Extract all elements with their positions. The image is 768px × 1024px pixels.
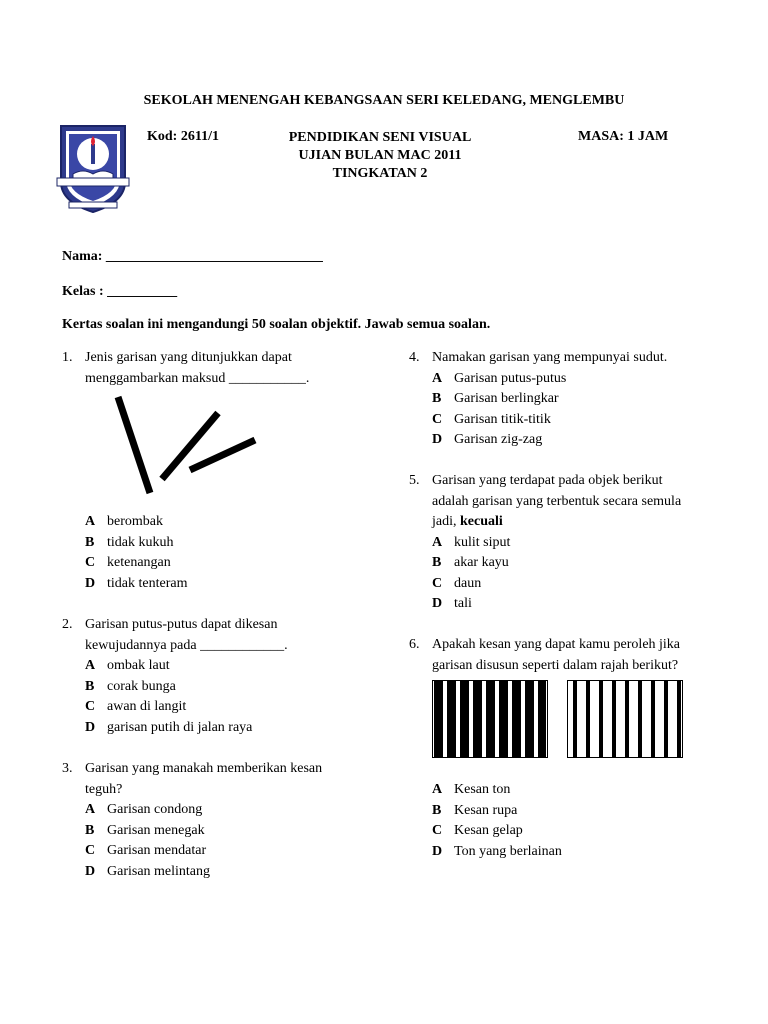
question-text: teguh? [85, 781, 123, 797]
option-c[interactable]: C Garisan mendatar [85, 843, 207, 858]
exam-name: UJIAN BULAN MAC 2011 [298, 148, 462, 163]
question-6-options [432, 780, 562, 862]
question-text: Garisan yang terdapat pada objek berikut [432, 473, 663, 488]
question-text: Apakah kesan yang dapat kamu peroleh jika [432, 637, 681, 652]
option-d[interactable]: D garisan putih di jalan raya [85, 719, 253, 735]
question-number: 2. [62, 617, 73, 632]
school-logo [55, 122, 131, 214]
form-level: TINGKATAN 2 [332, 166, 428, 181]
option-c[interactable]: C Kesan gelap [432, 823, 523, 838]
exam-title-block [255, 129, 505, 183]
option-d[interactable]: D Garisan zig-zag [432, 432, 543, 447]
question-text: Namakan garisan yang mempunyai sudut. [432, 350, 668, 365]
question-4 [409, 348, 729, 451]
thick-stripes-figure [432, 680, 548, 758]
question-text: menggambarkan maksud ___________. [85, 370, 310, 386]
class-field[interactable]: Kelas : __________ [62, 284, 178, 299]
question-text: kewujudannya pada ____________. [85, 637, 288, 653]
question-1-options [85, 512, 187, 594]
option-b[interactable]: B corak bunga [85, 678, 176, 694]
question-text: Garisan yang manakah memberikan kesan [85, 761, 323, 776]
crest-icon [55, 122, 131, 214]
instructions: Kertas soalan ini mengandungi 50 soalan objektif. Jawab semua soalan. [62, 317, 491, 332]
option-a[interactable]: A berombak [85, 514, 163, 529]
option-c[interactable]: C ketenangan [85, 555, 171, 570]
question-6 [409, 635, 749, 676]
name-field[interactable]: Nama: _______________________________ [62, 249, 323, 264]
question-5 [409, 471, 749, 615]
question-number: 1. [62, 350, 73, 365]
question-text: Jenis garisan yang ditunjukkan dapat [85, 350, 292, 365]
question-3 [62, 759, 382, 882]
option-c[interactable]: C daun [432, 575, 482, 591]
exam-code: Kod: 2611/1 [147, 129, 219, 144]
option-b[interactable]: B Kesan rupa [432, 802, 518, 818]
option-b[interactable]: B tidak kukuh [85, 534, 174, 550]
option-d[interactable]: D Garisan melintang [85, 863, 211, 879]
question-number: 5. [409, 473, 420, 488]
option-a[interactable]: A ombak laut [85, 658, 170, 673]
question-text: Garisan putus-putus dapat dikesan [85, 617, 278, 632]
question-number: 3. [62, 761, 73, 776]
option-b[interactable]: B Garisan menegak [85, 822, 205, 838]
subject-title: PENDIDIKAN SENI VISUAL [288, 130, 472, 145]
option-c[interactable]: C Garisan titik-titik [432, 411, 551, 427]
school-name: SEKOLAH MENENGAH KEBANGSAAN SERI KELEDANG, MENGLEMBU [143, 93, 625, 108]
option-d[interactable]: D tali [432, 596, 472, 611]
option-a[interactable]: A Garisan condong [85, 802, 203, 817]
question-1 [62, 348, 382, 389]
diagonal-lines-figure [110, 393, 260, 498]
option-b[interactable]: B akar kayu [432, 555, 509, 570]
option-d[interactable]: D Ton yang berlainan [432, 843, 562, 859]
question-text: garisan disusun seperti dalam rajah berikut? [432, 657, 679, 673]
option-b[interactable]: B Garisan berlingkar [432, 391, 559, 406]
exam-duration: MASA: 1 JAM [578, 129, 669, 144]
question-2 [62, 615, 382, 738]
question-text: adalah garisan yang terbentuk secara semula [432, 493, 682, 509]
option-c[interactable]: C awan di langit [85, 699, 187, 714]
thin-stripes-figure [567, 680, 683, 758]
option-a[interactable]: A kulit siput [432, 534, 511, 550]
question-number: 6. [409, 637, 420, 652]
option-a[interactable]: A Garisan putus-putus [432, 370, 567, 386]
option-a[interactable]: A Kesan ton [432, 782, 511, 797]
question-number: 4. [409, 350, 420, 365]
question-text: jadi, kecuali [432, 514, 503, 529]
option-d[interactable]: D tidak tenteram [85, 575, 188, 591]
